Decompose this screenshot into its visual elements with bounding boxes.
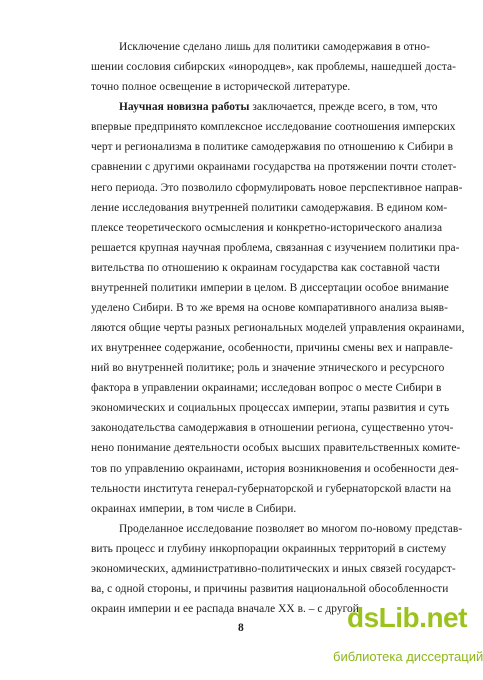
text-line: окраин империи и ее распада вначале XX в. – с другой.: [91, 603, 362, 615]
text-line: экономических, административно-политических и иных связей государст-: [91, 562, 456, 575]
text-line: впервые предпринято комплексное исследование соотношения имперских: [91, 121, 456, 134]
page-number: 8: [238, 622, 244, 634]
text-line: законодательства самодержавия в отношении региона, существенно уточ-: [91, 422, 454, 435]
text-line: их внутреннее содержание, особенности, причины смены вех и направле-: [91, 342, 454, 355]
text-line: вить процесс и глубину инкорпорации окраинных территорий в систему: [91, 542, 447, 555]
text-line: фактора в управлении окраинами; исследован вопрос о месте Сибири в: [91, 382, 442, 395]
text-line: уделено Сибири. В то же время на основе компаративного анализа выяв-: [91, 301, 448, 314]
text-line: плексе теоретического осмысления и конкретно-исторического анализа: [91, 221, 443, 234]
text-line-rest: заключается, прежде всего, в том, что: [249, 101, 438, 114]
watermark-text: библиотека диссертаций: [333, 649, 483, 664]
text-line: ление исследования внутренней политики самодержавия. В едином ком-: [91, 201, 448, 214]
text-line: решается крупная научная проблема, связанная с изучением политики пра-: [91, 241, 460, 254]
text-line: тов по управлению окраинами, история возникновения и особенности дея-: [91, 462, 459, 475]
text-line: ний во внутренней политике; роль и значение этнического и ресурсного: [91, 362, 445, 375]
text-line: внутренней политики империи в целом. В диссертации особое внимание: [91, 281, 449, 294]
text-line: черт и регионализма в политике самодержавия по отношению к Сибири в: [91, 141, 454, 154]
watermark: [333, 602, 483, 674]
scientific-novelty-heading: Научная новизна работы: [119, 101, 250, 114]
text-line: него периода. Это позволило сформулировать новое перспективное направ-: [91, 181, 463, 194]
watermark-logo: dsLib.net: [347, 602, 467, 633]
text-line: экономических и социальных процессах империи, этапы развития и суть: [91, 402, 450, 415]
text-line: точно полное освещение в исторической литературе.: [91, 81, 351, 94]
text-line: сравнении с другими окраинами государства на протяжении почти столет-: [91, 161, 457, 174]
text-line: ва, с одной стороны, и причины развития национальной обособленности: [91, 582, 449, 595]
text-line: Проделанное исследование позволяет во многом по-новому представ-: [119, 522, 463, 535]
text-line: [119, 100, 437, 114]
text-line: окраинах империи, в том числе в Сибири.: [91, 502, 297, 515]
text-line: ляются общие черты разных региональных моделей управления окраинами,: [91, 322, 465, 334]
text-line: вительства по отношению к окраинам государства как составной части: [91, 261, 440, 274]
text-line: шении сословия сибирских «инородцев», как проблемы, нашедшей доста-: [91, 61, 456, 74]
text-line: нено понимание деятельности особых высших правительственных комите-: [91, 442, 461, 455]
text-line: тельности института генерал-губернаторской и губернаторской власти на: [91, 482, 452, 495]
text-line: Исключение сделано лишь для политики самодержавия в отно-: [119, 41, 430, 53]
